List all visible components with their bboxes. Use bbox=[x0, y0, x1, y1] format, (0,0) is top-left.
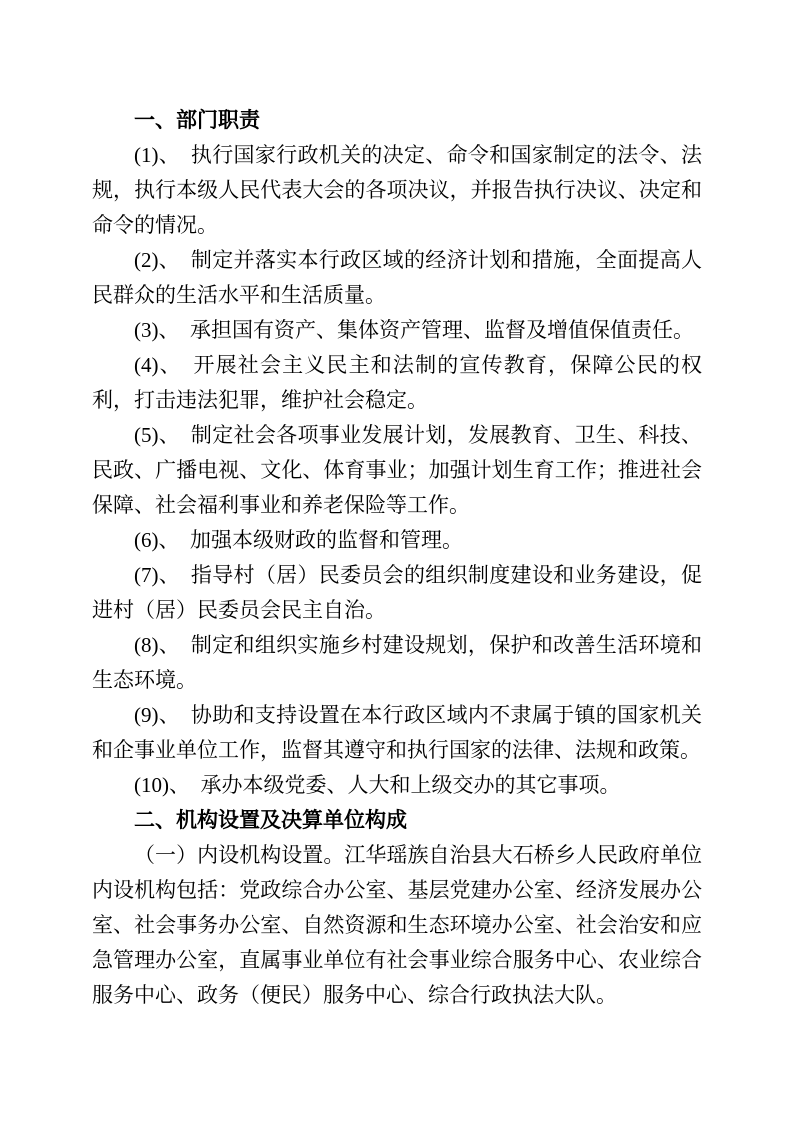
duty-paragraph-8: (8)、 制定和组织实施乡村建设规划，保护和改善生活环境和生态环境。 bbox=[92, 633, 702, 692]
organization-paragraph-1: （一）内设机构设置。江华瑶族自治县大石桥乡人民政府单位内设机构包括：党政综合办公室、基层党建办公室、经济发展办公室、社会事务办公室、自然资源和生态环境办公室、社会治安和应急管理办公室，直属事业单位有社会事业综合服务中心、农业综合服务中心、政务（便民）服务中心、综合行政执法大队。 bbox=[92, 843, 702, 1007]
duty-paragraph-5: (5)、 制定社会各项事业发展计划，发展教育、卫生、科技、民政、广播电视、文化、体育事业；加强计划生育工作；推进社会保障、社会福利事业和养老保险等工作。 bbox=[92, 423, 702, 517]
duty-paragraph-3: (3)、 承担国有资产、集体资产管理、监督及增值保值责任。 bbox=[134, 318, 694, 342]
duty-paragraph-1: (1)、 执行国家行政机关的决定、命令和国家制定的法令、法规，执行本级人民代表大会的各项决议，并报告执行决议、决定和命令的情况。 bbox=[92, 143, 702, 237]
duty-paragraph-9: (9)、 协助和支持设置在本行政区域内不隶属于镇的国家机关和企事业单位工作，监督其遵守和执行国家的法律、法规和政策。 bbox=[92, 703, 702, 762]
duty-paragraph-2: (2)、 制定并落实本行政区域的经济计划和措施，全面提高人民群众的生活水平和生活质量。 bbox=[92, 248, 702, 307]
duty-paragraph-7: (7)、 指导村（居）民委员会的组织制度建设和业务建设，促进村（居）民委员会民主自治。 bbox=[92, 563, 702, 622]
section-heading-organization: 二、机构设置及决算单位构成 bbox=[134, 809, 407, 832]
section-heading-duties: 一、部门职责 bbox=[134, 109, 260, 132]
duty-paragraph-6: (6)、 加强本级财政的监督和管理。 bbox=[134, 528, 463, 552]
duty-paragraph-4: (4)、 开展社会主义民主和法制的宣传教育，保障公民的权利，打击违法犯罪，维护社会稳定。 bbox=[92, 353, 702, 412]
document-content bbox=[92, 103, 702, 1013]
duty-paragraph-10: (10)、 承办本级党委、人大和上级交办的其它事项。 bbox=[134, 773, 621, 797]
